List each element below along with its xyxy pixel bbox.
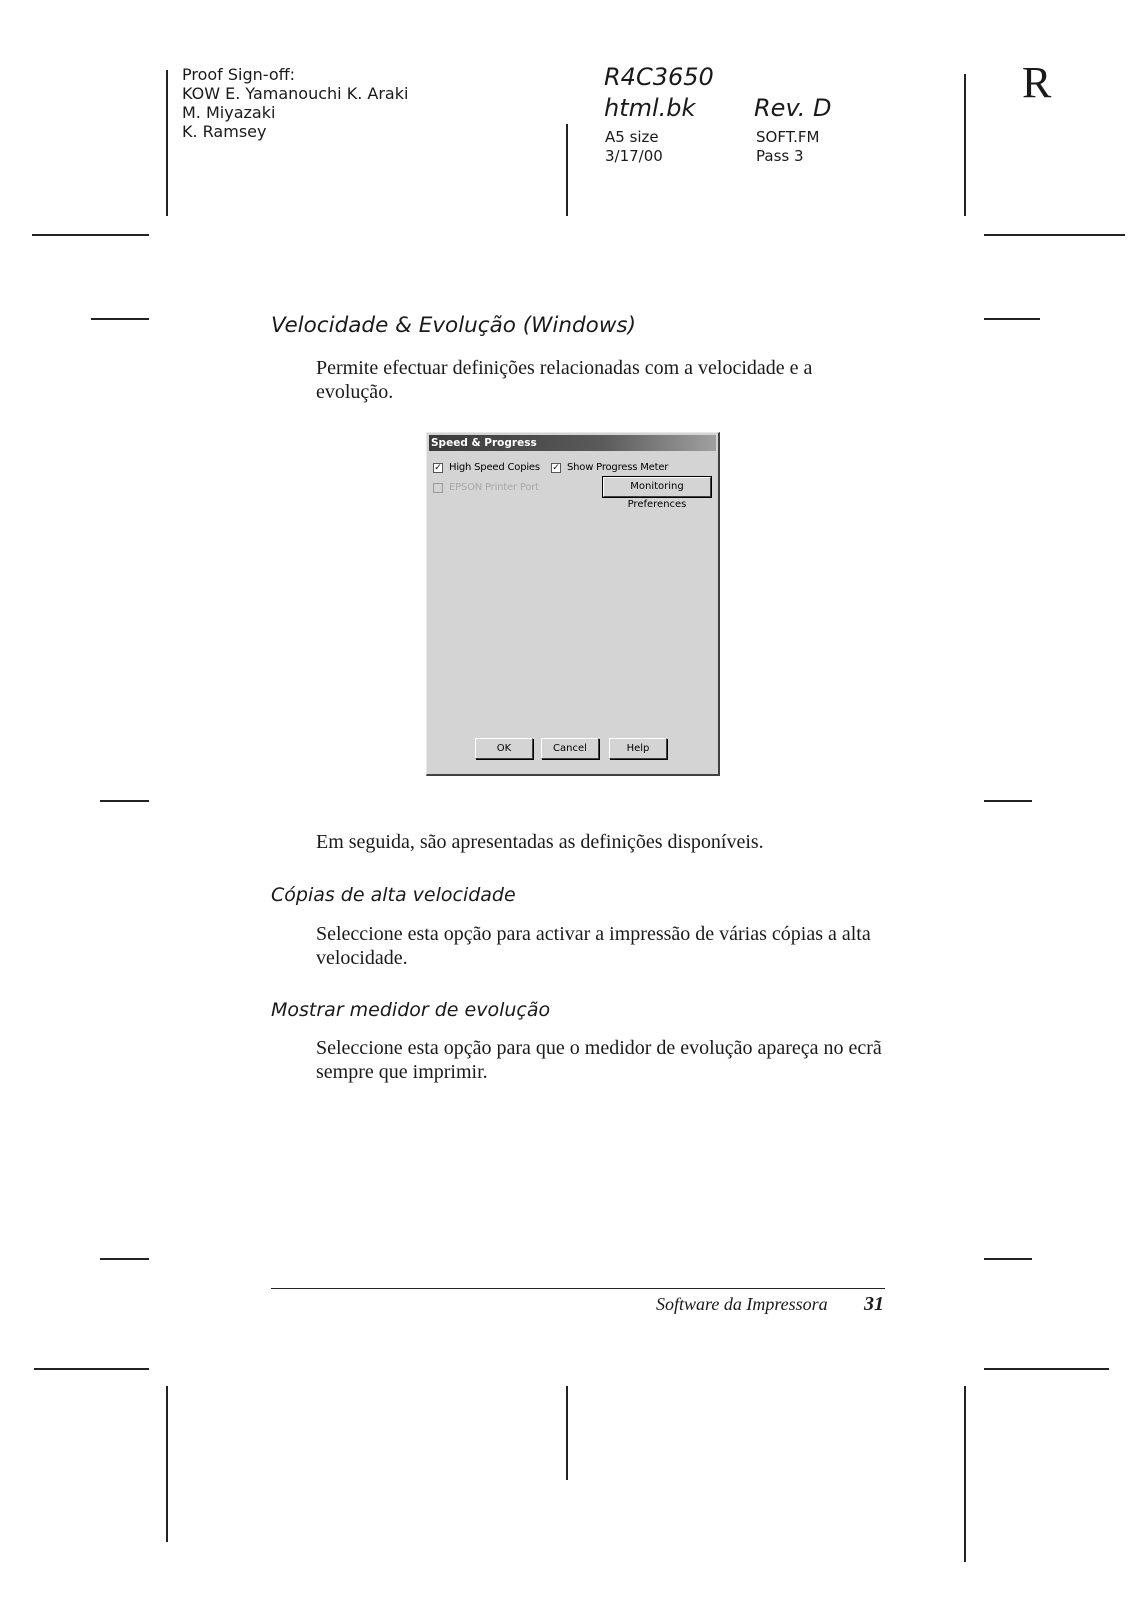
- monitoring-preferences-button[interactable]: Monitoring Preferences: [603, 477, 711, 497]
- subsection-title: Cópias de alta velocidade: [271, 884, 516, 906]
- high-speed-label: High Speed Copies: [449, 462, 540, 473]
- cancel-button[interactable]: Cancel: [541, 738, 599, 759]
- crop-mark: [984, 1258, 1032, 1260]
- revision: Rev. D: [754, 94, 832, 122]
- crop-mark: [32, 234, 149, 236]
- epson-port-checkbox[interactable]: [433, 483, 443, 493]
- crop-mark: [964, 74, 966, 216]
- help-button[interactable]: Help: [609, 738, 667, 759]
- crop-mark: [91, 318, 149, 320]
- crop-mark: [984, 234, 1125, 236]
- show-progress-label: Show Progress Meter: [567, 462, 669, 473]
- crop-mark: [100, 800, 149, 802]
- doc-date: 3/17/00: [605, 147, 663, 165]
- proof-line: KOW E. Yamanouchi K. Araki: [182, 84, 409, 103]
- doc-file: html.bk: [604, 94, 696, 122]
- proof-line: M. Miyazaki: [182, 103, 276, 122]
- show-progress-checkbox[interactable]: ✓: [552, 463, 560, 473]
- doc-code: R4C3650: [604, 63, 714, 91]
- crop-mark: [100, 1258, 149, 1260]
- corner-letter: R: [1022, 58, 1052, 107]
- section-title: Velocidade & Evolução (Windows): [271, 313, 636, 338]
- crop-mark: [166, 70, 168, 216]
- crop-mark: [34, 1368, 149, 1370]
- subsection-text: Seleccione esta opção para activar a impressão de várias cópias a alta velocidade.: [316, 923, 871, 969]
- crop-mark: [984, 1368, 1109, 1370]
- epson-port-label: EPSON Printer Port: [449, 482, 539, 493]
- frame-file: SOFT.FM: [756, 128, 820, 146]
- crop-mark: [166, 1386, 168, 1542]
- ok-button[interactable]: OK: [475, 738, 533, 759]
- page-number: 31: [864, 1293, 884, 1315]
- proof-line: K. Ramsey: [182, 122, 267, 141]
- footer-title: Software da Impressora: [656, 1294, 828, 1314]
- speed-progress-dialog: [426, 432, 720, 776]
- crop-mark: [566, 124, 568, 216]
- proof-line: Proof Sign-off:: [182, 65, 296, 84]
- dialog-title: Speed & Progress: [429, 435, 716, 451]
- subsection-title: Mostrar medidor de evolução: [271, 999, 551, 1021]
- proof-signoff: [182, 65, 408, 141]
- subsection-text: Seleccione esta opção para que o medidor de evolução apareça no ecrã sempre que imprimir.: [316, 1037, 882, 1083]
- crop-mark: [566, 1386, 568, 1480]
- pass-number: Pass 3: [756, 147, 804, 165]
- after-dialog-text: Em seguida, são apresentadas as definições disponíveis.: [316, 831, 764, 853]
- section-intro: Permite efectuar definições relacionadas com a velocidade e a evolução.: [316, 357, 813, 403]
- footer-rule: [271, 1288, 885, 1289]
- high-speed-checkbox[interactable]: ✓: [434, 463, 442, 473]
- crop-mark: [984, 318, 1040, 320]
- crop-mark: [964, 1386, 966, 1562]
- page-size: A5 size: [605, 128, 659, 146]
- crop-mark: [984, 800, 1032, 802]
